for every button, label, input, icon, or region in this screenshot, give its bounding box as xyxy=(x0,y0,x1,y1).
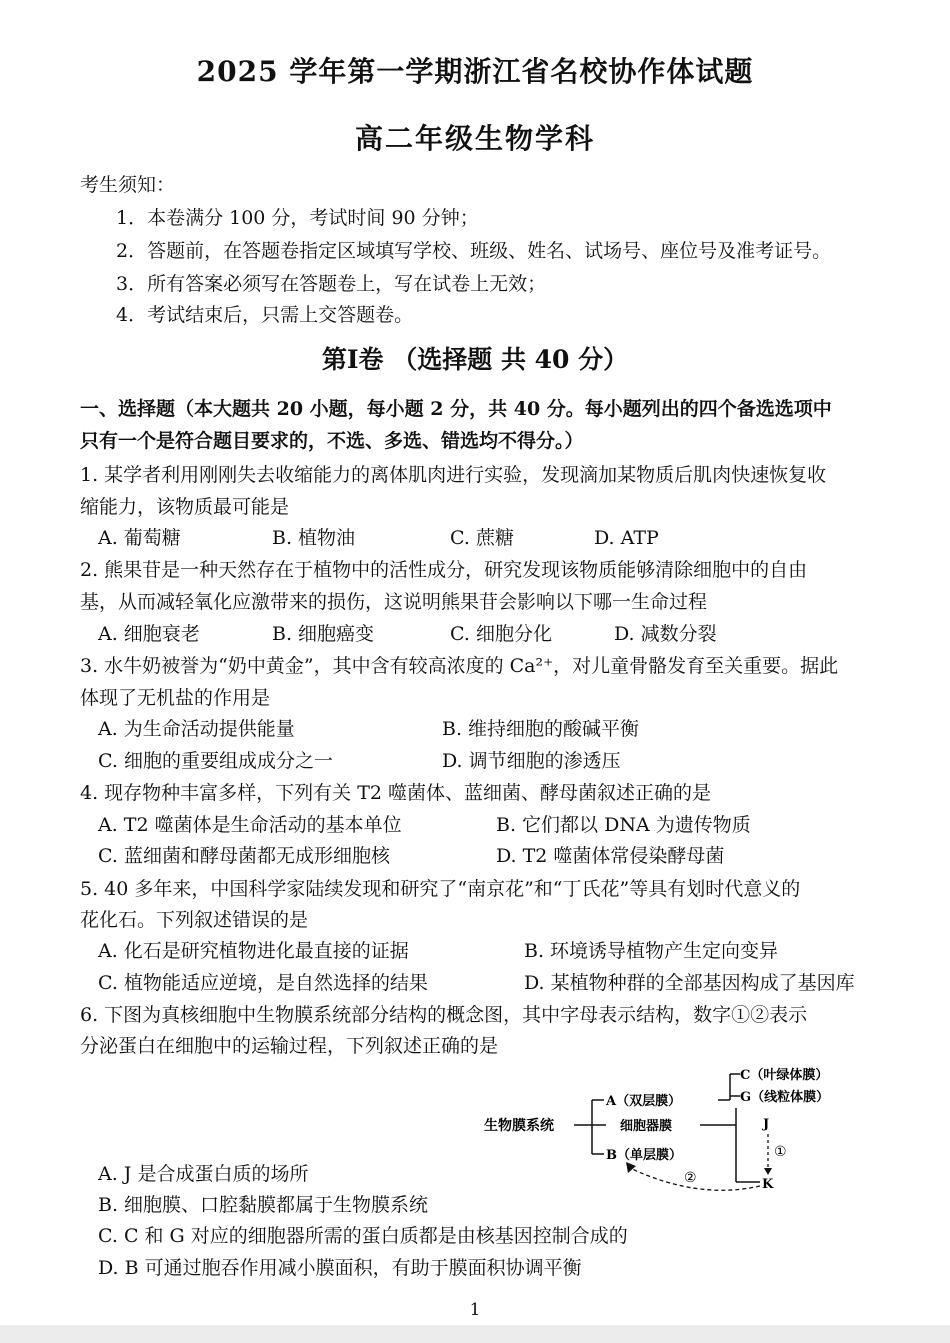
option-c: C. 蔗糖 xyxy=(450,527,514,549)
option-d: D. B 可通过胞吞作用减小膜面积，有助于膜面积协调平衡 xyxy=(98,1257,582,1279)
option-c: C. 植物能适应逆境，是自然选择的结果 xyxy=(98,972,428,994)
diagram-node-membrane: 细胞器膜 xyxy=(620,1119,673,1134)
option-c: C. 细胞分化 xyxy=(450,623,552,645)
diagram-step-1: ① xyxy=(774,1144,787,1160)
diagram-node-c: C（叶绿体膜） xyxy=(740,1068,829,1083)
diagram-node-b: B（单层膜） xyxy=(606,1148,682,1163)
diagram-step-2: ② xyxy=(684,1170,697,1186)
option-a: A. J 是合成蛋白质的场所 xyxy=(98,1163,309,1185)
question-stem: 2. 熊果苷是一种天然存在于植物中的活性成分，研究发现该物质能够清除细胞中的自由 xyxy=(80,559,808,581)
question-stem: 花化石。下列叙述错误的是 xyxy=(80,909,309,931)
option-b: B. 维持细胞的酸碱平衡 xyxy=(442,718,640,740)
option-a: A. 化石是研究植物进化最直接的证据 xyxy=(98,940,409,962)
option-d: D. 某植物种群的全部基因构成了基因库 xyxy=(524,972,855,994)
membrane-system-diagram xyxy=(478,1058,878,1198)
page-number: 1 xyxy=(469,1300,481,1320)
question-stem: 1. 某学者利用刚刚失去收缩能力的离体肌肉进行实验，发现滴加某物质后肌肉快速恢复收 xyxy=(80,464,827,486)
notice-item: 4．考试结束后，只需上交答题卷。 xyxy=(116,304,414,326)
question-stem: 6. 下图为真核细胞中生物膜系统部分结构的概念图，其中字母表示结构，数字①②表示 xyxy=(80,1004,808,1026)
question-stem: 基，从而减轻氧化应激带来的损伤，这说明熊果苷会影响以下哪一生命过程 xyxy=(80,591,708,613)
option-a: A. T2 噬菌体是生命活动的基本单位 xyxy=(98,814,402,836)
page-bottom-edge xyxy=(0,1325,950,1343)
section-intro: 只有一个是符合题目要求的，不选、多选、错选均不得分。） xyxy=(80,430,584,452)
question-stem: 体现了无机盐的作用是 xyxy=(80,687,271,709)
notice-item: 2．答题前，在答题卷指定区域填写学校、班级、姓名、试场号、座位号及准考证号。 xyxy=(116,240,832,262)
section-intro: 一、选择题（本大题共 20 小题，每小题 2 分，共 40 分。每小题列出的四个备选选项中 xyxy=(80,398,832,420)
option-d: D. T2 噬菌体常侵染酵母菌 xyxy=(496,845,725,867)
option-b: B. 细胞膜、口腔黏膜都属于生物膜系统 xyxy=(98,1194,429,1216)
option-b: B. 环境诱导植物产生定向变异 xyxy=(524,940,779,962)
diagram-node-j: J xyxy=(763,1117,770,1132)
option-a: A. 为生命活动提供能量 xyxy=(98,718,295,740)
diagram-node-k: K xyxy=(762,1177,774,1192)
notice-item: 1．本卷满分 100 分，考试时间 90 分钟； xyxy=(116,207,479,229)
option-c: C. C 和 G 对应的细胞器所需的蛋白质都是由核基因控制合成的 xyxy=(98,1225,628,1247)
diagram-node-g: G（线粒体膜） xyxy=(740,1090,830,1105)
question-stem: 分泌蛋白在细胞中的运输过程，下列叙述正确的是 xyxy=(80,1035,499,1057)
option-c: C. 蓝细菌和酵母菌都无成形细胞核 xyxy=(98,845,390,867)
option-a: A. 细胞衰老 xyxy=(98,623,200,645)
question-stem: 缩能力，该物质最可能是 xyxy=(80,496,290,518)
option-d: D. 减数分裂 xyxy=(614,623,717,645)
option-d: D. 调节细胞的渗透压 xyxy=(442,750,621,772)
option-d: D. ATP xyxy=(594,527,659,549)
question-stem: 3. 水牛奶被誉为“奶中黄金”，其中含有较高浓度的 Ca²⁺，对儿童骨骼发育至关重要。据此 xyxy=(80,655,839,677)
diagram-root-label: 生物膜系统 xyxy=(484,1118,554,1134)
option-a: A. 葡萄糖 xyxy=(98,527,181,549)
exam-title: 2025 学年第一学期浙江省名校协作体试题 xyxy=(196,55,754,88)
question-stem: 4. 现存物种丰富多样，下列有关 T2 噬菌体、蓝细菌、酵母菌叙述正确的是 xyxy=(80,782,712,804)
option-c: C. 细胞的重要组成成分之一 xyxy=(98,750,333,772)
notice-heading: 考生须知： xyxy=(80,174,176,196)
option-b: B. 植物油 xyxy=(272,527,356,549)
diagram-node-a: A（双层膜） xyxy=(606,1094,682,1109)
exam-subject: 高二年级生物学科 xyxy=(354,122,595,155)
option-b: B. 细胞癌变 xyxy=(272,623,375,645)
notice-item: 3．所有答案必须写在答题卷上，写在试卷上无效； xyxy=(116,273,547,295)
section-title: 第Ⅰ卷 （选择题 共 40 分） xyxy=(321,345,629,374)
option-b: B. 它们都以 DNA 为遗传物质 xyxy=(496,814,751,836)
question-stem: 5. 40 多年来，中国科学家陆续发现和研究了“南京花”和“丁氏花”等具有划时代意义的 xyxy=(80,878,801,900)
